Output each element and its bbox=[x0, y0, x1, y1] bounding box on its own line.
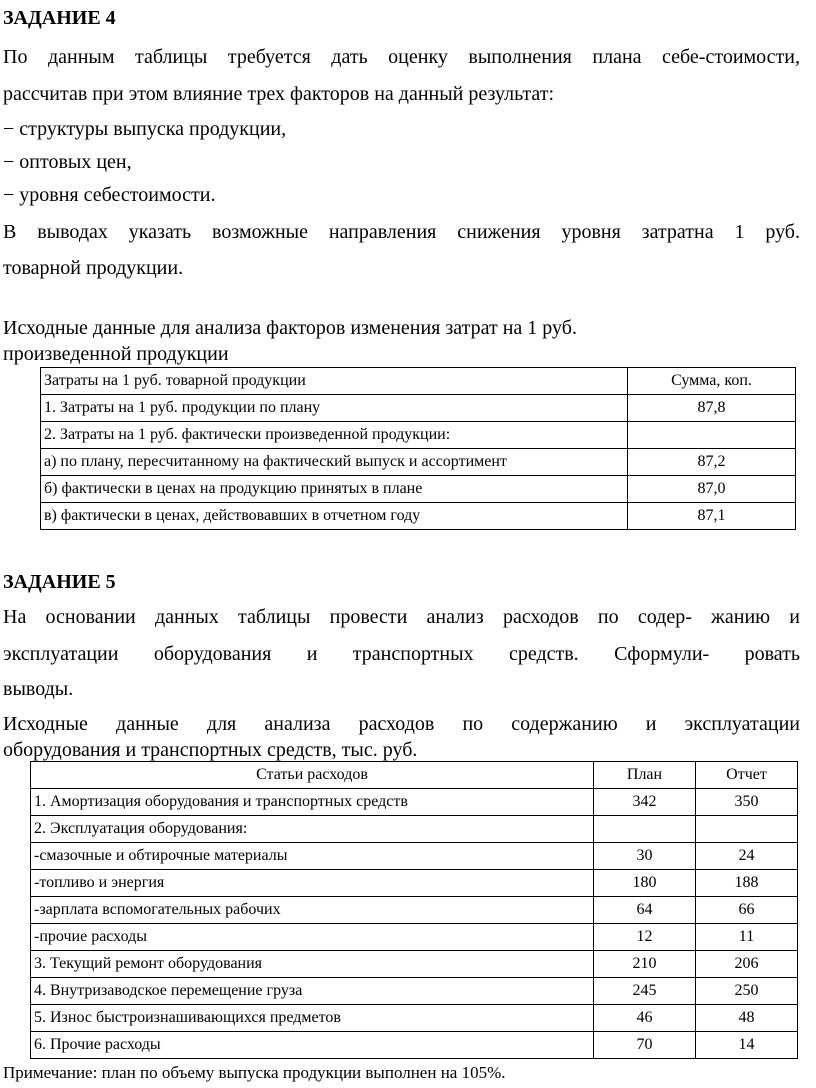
row-label: -смазочные и обтирочные материалы bbox=[31, 843, 594, 870]
row-actual: 250 bbox=[696, 978, 798, 1005]
row-label: -зарплата вспомогательных рабочих bbox=[31, 897, 594, 924]
row-value: 87,2 bbox=[628, 449, 796, 476]
task4-table-caption-line1: Исходные данные для анализа факторов изменения затрат на 1 руб. bbox=[3, 317, 577, 339]
table-row bbox=[31, 1005, 798, 1032]
task4-bullet-cost-level: − уровня себестоимости. bbox=[3, 184, 216, 206]
header-cell: Отчет bbox=[696, 762, 798, 789]
row-label: -прочие расходы bbox=[31, 924, 594, 951]
row-plan: 342 bbox=[594, 789, 696, 816]
task5-paragraph-line3: выводы. bbox=[3, 678, 74, 700]
row-plan: 64 bbox=[594, 897, 696, 924]
task5-paragraph-line2: эксплуатации оборудования и транспортных средств. Сформули- ровать bbox=[3, 643, 800, 665]
task4-paragraph-line2: рассчитав при этом влияние трех факторов на данный результат: bbox=[3, 83, 555, 105]
task4-heading: ЗАДАНИЕ 4 bbox=[3, 7, 116, 29]
row-label: 5. Износ быстроизнашивающихся предметов bbox=[31, 1005, 594, 1032]
task4-conclusion-line1: В выводах указать возможные направления снижения уровня затратна 1 руб. bbox=[3, 221, 800, 243]
table-row bbox=[41, 503, 796, 530]
row-value: 87,1 bbox=[628, 503, 796, 530]
task5-paragraph-line1: На основании данных таблицы провести анализ расходов по содер- жанию и bbox=[3, 606, 800, 628]
row-label: 4. Внутризаводское перемещение груза bbox=[31, 978, 594, 1005]
task5-table-caption-line2: оборудования и транспортных средств, тыс. руб. bbox=[3, 739, 418, 761]
task4-bullet-structure: − структуры выпуска продукции, bbox=[3, 118, 287, 140]
row-label: в) фактически в ценах, действовавших в отчетном году bbox=[41, 503, 628, 530]
row-label: б) фактически в ценах на продукцию принятых в плане bbox=[41, 476, 628, 503]
task5-expenses-table bbox=[30, 761, 798, 1059]
task5-heading: ЗАДАНИЕ 5 bbox=[3, 571, 116, 593]
header-cell: План bbox=[594, 762, 696, 789]
row-actual: 11 bbox=[696, 924, 798, 951]
table-row bbox=[31, 1032, 798, 1059]
table-row bbox=[41, 395, 796, 422]
row-plan bbox=[594, 816, 696, 843]
header-cell: Статьи расходов bbox=[31, 762, 594, 789]
task4-bullet-prices: − оптовых цен, bbox=[3, 151, 132, 173]
row-actual: 350 bbox=[696, 789, 798, 816]
row-value: 87,0 bbox=[628, 476, 796, 503]
row-label: -топливо и энергия bbox=[31, 870, 594, 897]
row-plan: 46 bbox=[594, 1005, 696, 1032]
row-actual: 206 bbox=[696, 951, 798, 978]
table-row bbox=[31, 924, 798, 951]
row-label: 2. Затраты на 1 руб. фактически произведенной продукции: bbox=[41, 422, 628, 449]
row-plan: 70 bbox=[594, 1032, 696, 1059]
row-value bbox=[628, 422, 796, 449]
row-actual: 48 bbox=[696, 1005, 798, 1032]
table-row bbox=[41, 449, 796, 476]
row-actual: 14 bbox=[696, 1032, 798, 1059]
row-label: а) по плану, пересчитанному на фактический выпуск и ассортимент bbox=[41, 449, 628, 476]
table-row bbox=[31, 870, 798, 897]
task4-table-caption-line2: произведенной продукции bbox=[3, 343, 229, 365]
row-plan: 12 bbox=[594, 924, 696, 951]
row-plan: 30 bbox=[594, 843, 696, 870]
row-actual: 188 bbox=[696, 870, 798, 897]
row-actual: 66 bbox=[696, 897, 798, 924]
table-row bbox=[31, 951, 798, 978]
task4-paragraph-line1: По данным таблицы требуется дать оценку выполнения плана себе-стоимости, bbox=[3, 46, 800, 68]
task5-note: Примечание: план по объему выпуска продукции выполнен на 105%. bbox=[3, 1063, 506, 1082]
row-label: 2. Эксплуатация оборудования: bbox=[31, 816, 594, 843]
table-header-row bbox=[31, 762, 798, 789]
row-value: 87,8 bbox=[628, 395, 796, 422]
row-actual: 24 bbox=[696, 843, 798, 870]
row-actual bbox=[696, 816, 798, 843]
row-label: 6. Прочие расходы bbox=[31, 1032, 594, 1059]
row-label: 1. Амортизация оборудования и транспортных средств bbox=[31, 789, 594, 816]
row-plan: 245 bbox=[594, 978, 696, 1005]
task4-costs-table bbox=[40, 367, 796, 530]
table-row bbox=[31, 816, 798, 843]
row-label: 3. Текущий ремонт оборудования bbox=[31, 951, 594, 978]
table-row bbox=[41, 422, 796, 449]
table-row bbox=[31, 978, 798, 1005]
header-cell: Затраты на 1 руб. товарной продукции bbox=[41, 368, 628, 395]
row-label: 1. Затраты на 1 руб. продукции по плану bbox=[41, 395, 628, 422]
table-header-row bbox=[41, 368, 796, 395]
task4-conclusion-line2: товарной продукции. bbox=[3, 257, 184, 279]
table-row bbox=[31, 843, 798, 870]
header-cell: Сумма, коп. bbox=[628, 368, 796, 395]
table-row bbox=[41, 476, 796, 503]
row-plan: 180 bbox=[594, 870, 696, 897]
table-row bbox=[31, 789, 798, 816]
row-plan: 210 bbox=[594, 951, 696, 978]
table-row bbox=[31, 897, 798, 924]
task5-table-caption-line1: Исходные данные для анализа расходов по содержанию и эксплуатации bbox=[3, 713, 800, 735]
